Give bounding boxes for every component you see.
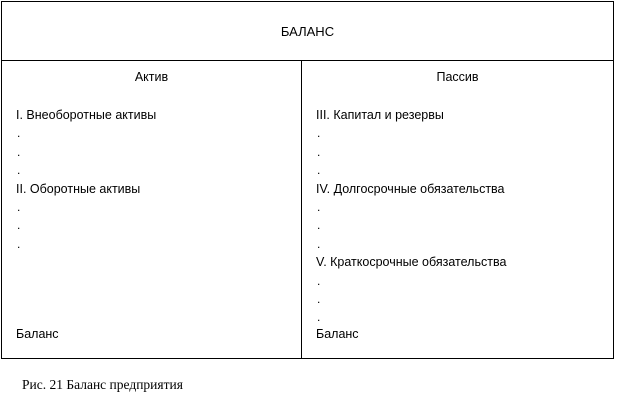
assets-line: I. Внеоборотные активы — [16, 108, 157, 122]
liabilities-line: . — [317, 218, 321, 233]
assets-line: . — [17, 218, 21, 233]
liabilities-total: Баланс — [316, 327, 359, 341]
liabilities-line: . — [317, 199, 321, 214]
assets-line: . — [17, 199, 21, 214]
assets-line: II. Оборотные активы — [16, 181, 141, 196]
liabilities-line: . — [317, 126, 321, 141]
assets-line: . — [17, 144, 21, 159]
balance-table — [1, 1, 614, 359]
assets-line: . — [17, 163, 21, 178]
liabilities-lines — [316, 106, 609, 327]
liabilities-line: . — [317, 273, 321, 288]
liabilities-line: V. Краткосрочные обязательства — [316, 255, 507, 270]
figure-caption: Рис. 21 Баланс предприятия — [22, 377, 183, 392]
assets-total: Баланс — [16, 327, 59, 341]
liabilities-header: Пассив — [436, 70, 479, 84]
assets-line: . — [17, 126, 21, 141]
assets-line: . — [17, 236, 21, 251]
assets-column — [2, 61, 302, 358]
liabilities-line: . — [317, 163, 321, 178]
liabilities-line: . — [317, 144, 321, 159]
liabilities-line: . — [317, 310, 321, 325]
liabilities-column — [302, 61, 613, 358]
liabilities-line: III. Капитал и резервы — [316, 108, 444, 122]
balance-title: БАЛАНС — [2, 2, 613, 61]
liabilities-line: IV. Долгосрочные обязательства — [316, 181, 505, 196]
assets-lines — [16, 106, 297, 253]
assets-header: Актив — [134, 70, 169, 84]
liabilities-line: . — [317, 236, 321, 251]
liabilities-line: . — [317, 291, 321, 306]
